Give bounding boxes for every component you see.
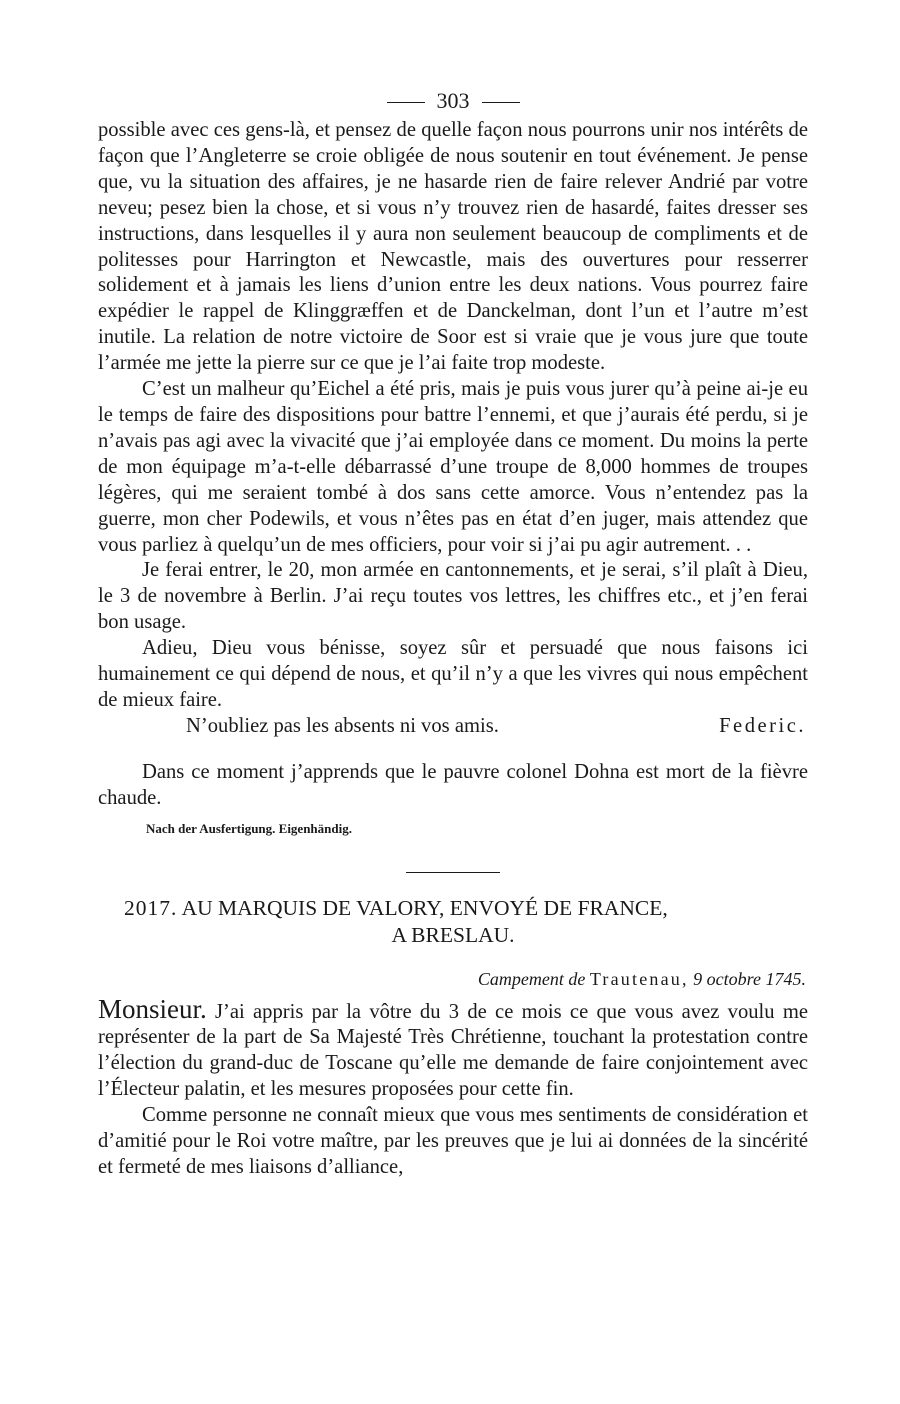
page-header [98,84,808,118]
salutation: Monsieur. [98,993,207,1024]
letter-body [98,993,808,1181]
postscript: Dans ce moment j’apprends que le pauvre colonel Dohna est mort de la fièvre chaude. [98,760,808,809]
letter-paragraph [98,993,808,1104]
closing-text: N’oubliez pas les absents ni vos amis. [186,714,499,737]
signature: Federic. [719,714,806,737]
dateline [98,967,808,991]
header-rule-left [387,102,425,103]
closing-line [98,714,808,740]
body-paragraph: Je ferai entrer, le 20, mon armée en cantonnements, et je serai, s’il plaît à Dieu, le 3 de novembre à Berlin. J’ai reçu toutes vos lettres, les chiffres etc., et j’en ferai bon usage. [98,559,808,634]
letter-paragraph-text: J’ai appris par la vôtre du 3 de ce mois ce que vous avez voulu me représenter de la part de Sa Majesté Très Chrétienne, touchant la protestation contre l’élection du grand-duc de Toscane qu’elle me demande de faire conjointement avec l’Électeur palatin, et les mesures proposées pour cette fin. [98,1000,808,1101]
body-paragraph: possible avec ces gens-là, et pensez de quelle façon nous pourrons unir nos intérêts de façon que l’Angleterre se croie obligée de nous soutenir en tout événement. Je pense que, vu la situation des affaires, je ne hasarde rien de faire relever Andrié par votre neveu; pesez bien la chose, et si vous n’y trouvez rien de hasardé, faites dresser ses instructions, dans lesquelles il y aura non seulement beaucoup de compliments et de politesses pour Harrington et Newcastle, mais des ouvertures pour resserrer solidement et à jamais les liens d’union entre les deux nations. Vous pourrez faire expédier le rappel de Klinggræffen et de Danckelman, dont l’un et l’autre m’est inutile. La relation de notre victoire de Soor est si vraie que je vous jure que toute l’armée me jette la pierre sur ce que je l’ai faite trop modeste. [98,119,808,375]
letter-number: 2017. [124,895,178,920]
header-rule-right [482,102,520,103]
section-divider [406,872,500,873]
letter-paragraph: Comme personne ne connaît mieux que vous mes sentiments de considération et d’amitié pour le Roi votre maître, par les preuves que je lui ai données de la sincérité et fermeté de mes liaisons d’alliance, [98,1104,808,1178]
dateline-date: 9 octobre 1745. [693,968,806,989]
source-note: Nach der Ausfertigung. Eigenhändig. [146,820,352,836]
letter-heading [98,895,808,949]
body-paragraph: Adieu, Dieu vous bénisse, soyez sûr et persuadé que nous faisons ici humainement ce qui dépend de nous, et qu’il n’y a que les vivres qui nous empêchent de mieux faire. [98,637,808,711]
body-paragraph: C’est un malheur qu’Eichel a été pris, mais je puis vous jurer qu’à peine ai-je eu le temps de faire des dispositions pour battre l’ennemi, et que j’aurais été perdu, si je n’avais pas agi avec la vivacité que j’ai employée dans ce moment. Du moins la perte de mon équipage m’a-t-elle débarrassé d’une troupe de 8,000 hommes de troupes légères, qui me seraient tombé à dos sans cette amorce. Vous n’entendez pas la guerre, mon cher Podewils, et vous n’êtes pas en état d’en juger, mais attendez que vous parliez à quelqu’un de mes officiers, pour voir si j’ai pu agir autrement. . . [98,378,808,556]
letter-title-line1: AU MARQUIS DE VALORY, ENVOYÉ DE FRANCE, [181,895,668,920]
book-page [98,84,808,1181]
page-number: 303 [436,88,470,113]
dateline-prefix: Campement de [477,968,586,989]
previous-letter-text [98,118,808,812]
dateline-place: Trautenau, [589,968,689,989]
letter-title-line2: A BRESLAU. [391,922,515,947]
